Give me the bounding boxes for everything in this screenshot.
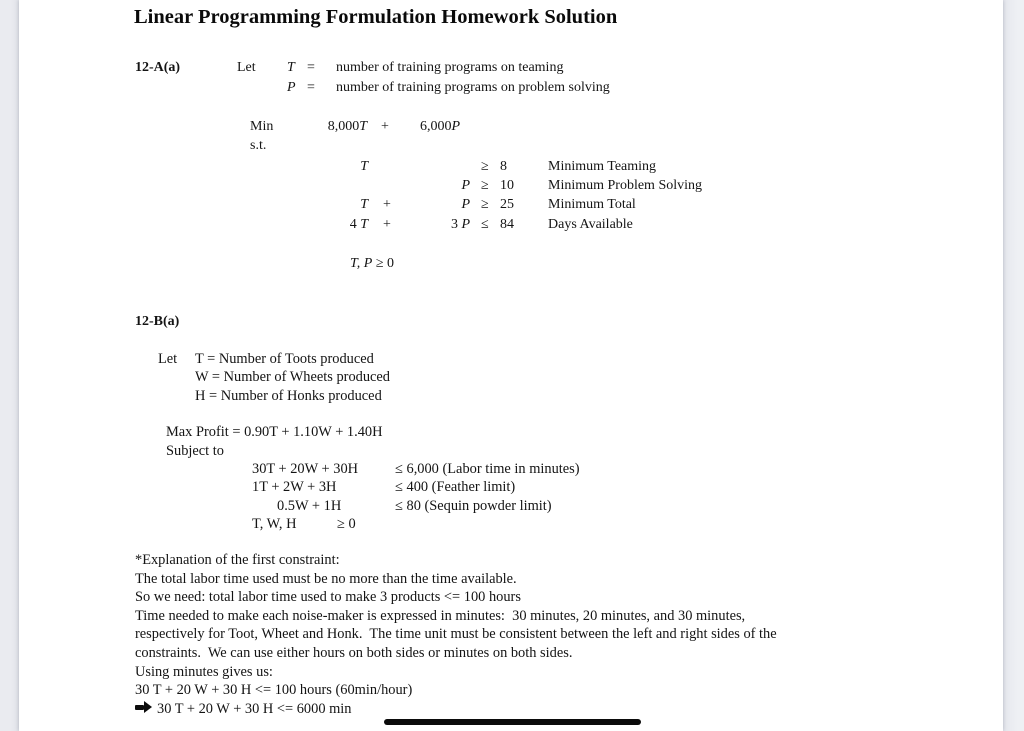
conclusion-text: 30 T + 20 W + 30 H <= 6000 min <box>157 700 352 717</box>
constraint-lhs: 30T + 20W + 30H <box>252 461 359 477</box>
explanation-line: Using minutes gives us: <box>135 663 273 680</box>
constraint-term-1 <box>318 215 368 234</box>
nonnegativity-constraint <box>350 254 394 273</box>
coefficient: 3 <box>450 217 462 232</box>
var-definition-symbol: P <box>287 80 296 95</box>
constraint-description: Minimum Problem Solving <box>548 178 703 193</box>
plus-sign: + <box>383 217 391 232</box>
var-definition-text: number of training programs on teaming <box>336 60 564 75</box>
constraint-rhs: ≤ 80 (Sequin powder limit) <box>395 498 552 514</box>
constraint-term-2 <box>420 176 470 195</box>
section-a-label: 12-A(a) <box>135 60 181 75</box>
coefficient: 8,000 <box>327 119 360 134</box>
var-definition-symbol: T <box>287 60 295 75</box>
explanation-block <box>135 551 777 718</box>
objective-term-2 <box>420 117 460 136</box>
coefficient: 6,000 <box>420 119 452 134</box>
inequality-operator: ≥ <box>481 197 489 212</box>
variable: T <box>359 119 367 134</box>
constraint-rhs: ≤ 400 (Feather limit) <box>395 479 516 495</box>
explanation-line: Time needed to make each noise-maker is expressed in minutes: 30 minutes, 20 minutes, and 30 minutes, <box>135 607 746 624</box>
variable: T <box>360 197 368 212</box>
inequality-operator: ≥ <box>481 178 489 193</box>
conclusion-line <box>135 700 777 719</box>
constraint-rhs: 10 <box>500 178 514 193</box>
var-definition-text: W = Number of Wheets produced <box>195 369 391 385</box>
objective-term-1 <box>300 117 367 136</box>
section-b-label: 12-B(a) <box>135 314 180 329</box>
right-arrow-icon <box>135 701 152 714</box>
inequality-operator: ≥ <box>481 159 489 174</box>
var-definition-text: H = Number of Honks produced <box>195 388 382 404</box>
variable: T <box>360 159 368 174</box>
min-label: Min <box>250 119 274 134</box>
constraint-rhs: 8 <box>500 159 507 174</box>
variable: P <box>451 119 461 134</box>
variable: T <box>360 217 368 232</box>
inequality-operator: ≤ <box>481 217 489 232</box>
constraint-lhs: 1T + 2W + 3H <box>252 479 337 495</box>
constraint-rhs: 25 <box>500 197 514 212</box>
constraint-description: Minimum Teaming <box>548 159 657 174</box>
subject-to-label: s.t. <box>250 138 267 153</box>
constraint-term-1 <box>318 157 368 176</box>
explanation-line: *Explanation of the first constraint: <box>135 552 340 568</box>
var-definition-text: number of training programs on problem solving <box>336 80 610 95</box>
var-definition-text: T = Number of Toots produced <box>195 351 374 367</box>
variable: P <box>461 197 470 212</box>
explanation-line: constraints. We can use either hours on both sides or minutes on both sides. <box>135 644 573 661</box>
variable: P <box>461 217 470 232</box>
nonnegativity-variables: T, W, H <box>252 516 297 532</box>
constraint-description: Days Available <box>548 217 633 232</box>
variable: P <box>461 178 470 193</box>
plus-sign: + <box>383 197 391 212</box>
variables: T, P <box>350 256 373 271</box>
constraint-term-2 <box>420 215 470 234</box>
nonnegativity-bound: ≥ 0 <box>337 516 356 532</box>
constraint-rhs: ≤ 6,000 (Labor time in minutes) <box>395 461 580 477</box>
constraint-lhs: 0.5W + 1H <box>277 498 342 514</box>
explanation-line: respectively for Toot, Wheet and Honk. The time unit must be consistent between the left and right sides of the <box>135 626 777 643</box>
redaction-bar <box>384 719 641 725</box>
constraint-term-2 <box>420 195 470 214</box>
constraint-description: Minimum Total <box>548 197 636 212</box>
objective-function: Max Profit = 0.90T + 1.10W + 1.40H <box>166 424 383 440</box>
subject-to-label: Subject to <box>166 443 224 459</box>
explanation-line: So we need: total labor time used to make 3 products <= 100 hours <box>135 589 521 606</box>
operator-and-bound: ≥ 0 <box>372 256 394 271</box>
section-a-let-label: Let <box>237 60 256 75</box>
coefficient: 4 <box>349 217 361 232</box>
explanation-line: 30 T + 20 W + 30 H <= 100 hours (60min/hour) <box>135 682 413 699</box>
equals-sign: = <box>307 80 315 95</box>
explanation-line: The total labor time used must be no more than the time available. <box>135 570 517 587</box>
section-b-let-label: Let <box>158 351 178 367</box>
plus-sign: + <box>381 119 389 134</box>
constraint-term-1 <box>318 195 368 214</box>
constraint-rhs: 84 <box>500 217 514 232</box>
document-title: Linear Programming Formulation Homework Solution <box>134 6 618 28</box>
equals-sign: = <box>307 60 315 75</box>
